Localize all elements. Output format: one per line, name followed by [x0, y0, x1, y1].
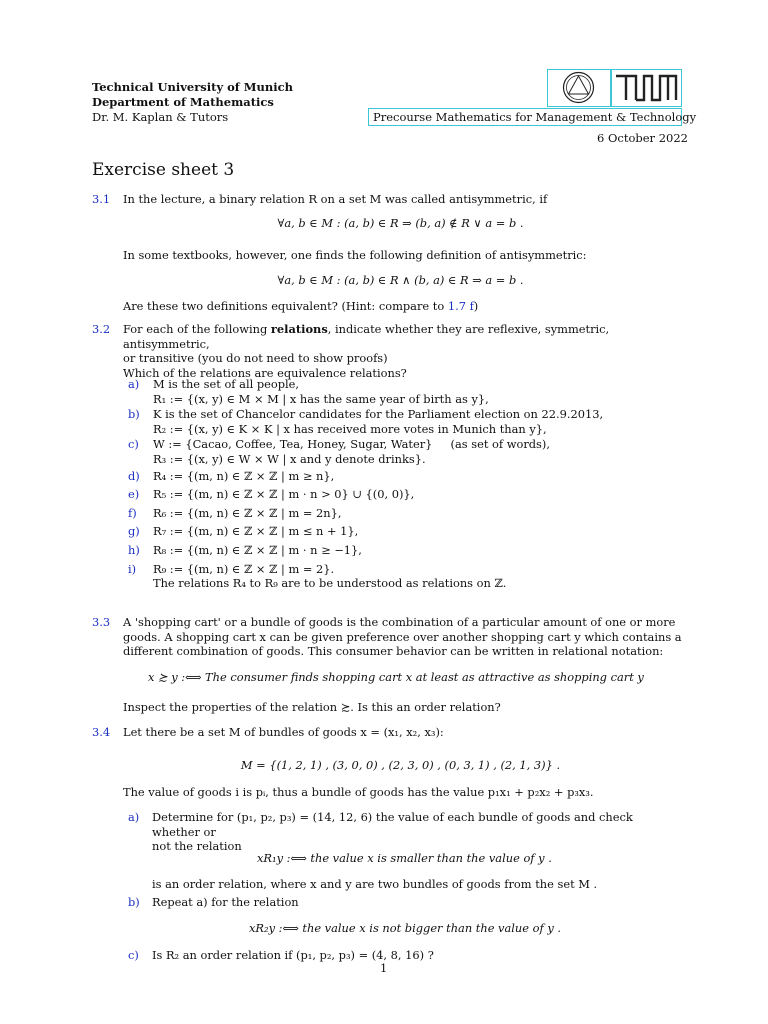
ex33-line2: goods. A shopping cart x can be given preference over another shopping cart y which contains a	[123, 629, 682, 644]
ex32-intro	[123, 322, 683, 380]
ex33-intro	[123, 615, 683, 659]
ex34-a-after: is an order relation, where x and y are two bundles of goods from the set M .	[152, 877, 598, 891]
list-item	[128, 524, 688, 539]
ex34-intro: Let there be a set M of bundles of goods x = (x₁, x₂, x₃):	[123, 725, 444, 739]
ex33-line3: different combination of goods. This consumer behavior can be written in relational notation:	[123, 644, 664, 659]
list-item	[128, 377, 688, 406]
department-name: Department of Mathematics	[92, 95, 274, 109]
exercise-number: 3.3	[92, 615, 111, 629]
exercise-number: 3.1	[92, 192, 111, 206]
exercise-number: 3.4	[92, 725, 111, 739]
ex34-b-formula: xR₂y :⟺ the value x is not bigger than the value of y .	[249, 921, 561, 935]
tum-logo-box	[611, 69, 682, 107]
item-label: c)	[128, 437, 139, 452]
list-item	[128, 407, 688, 436]
ex31-formula1: ∀a, b ∈ M : (a, b) ∈ R ⇒ (b, a) ∉ R ∨ a = b .	[277, 216, 524, 230]
page-number: 1	[380, 961, 388, 975]
item-line: R₄ := {(m, n) ∈ ℤ × ℤ | m ≥ n},	[153, 468, 335, 483]
ex31-intro: In the lecture, a binary relation R on a set M was called antisymmetric, if	[123, 192, 548, 206]
ex34-value-text: The value of goods i is pᵢ, thus a bundle of goods has the value p₁x₁ + p₂x₂ + p₃x₃.	[123, 785, 594, 799]
ex34-set-formula: M = {(1, 2, 1) , (3, 0, 0) , (2, 3, 0) , (0, 3, 1) , (2, 1, 3)} .	[240, 758, 561, 772]
list-item	[128, 469, 688, 484]
item-label: f)	[128, 505, 137, 520]
ex31-question	[123, 299, 478, 314]
ex32-line3: Which of the relations are equivalence relations?	[123, 365, 407, 380]
ex34-a-line1: Determine for (p₁, p₂, p₃) = (14, 12, 6) the value of each bundle of goods and check whether or	[152, 810, 633, 839]
ex33-formula: x ≿ y :⟺ The consumer finds shopping cart x at least as attractive as shopping cart y	[148, 670, 644, 684]
seal-box	[547, 69, 611, 107]
item-label: i)	[128, 561, 137, 576]
item-line: R₇ := {(m, n) ∈ ℤ × ℤ | m ≤ n + 1},	[153, 524, 359, 539]
page-title: Exercise sheet 3	[92, 160, 235, 180]
item-label: b)	[128, 407, 140, 422]
ex32-line1: For each of the following	[123, 322, 271, 336]
sheet-date: 6 October 2022	[597, 131, 688, 145]
exercise-number: 3.2	[92, 322, 111, 336]
ex34-a-text	[152, 810, 682, 854]
course-name: Precourse Mathematics for Management & Technology	[368, 108, 682, 126]
item-label: a)	[128, 377, 140, 391]
ex33-question: Inspect the properties of the relation ≿. Is this an order relation?	[123, 700, 501, 714]
ex32-bold-word: relations	[270, 322, 328, 336]
ex34-c-text: Is R₂ an order relation if (p₁, p₂, p₃) = (4, 8, 16) ?	[152, 948, 434, 962]
list-item	[128, 487, 688, 502]
item-line: R₂ := {(x, y) ∈ K × K | x has received more votes in Munich than y},	[153, 421, 547, 436]
list-item	[128, 543, 688, 558]
item-line: M is the set of all people,	[153, 377, 300, 391]
ex31-question-end: )	[473, 299, 479, 313]
ex32-line2: or transitive (you do not need to show proofs)	[123, 351, 388, 366]
ex34-a-line2: not the relation	[152, 839, 242, 854]
item-label: d)	[128, 468, 140, 483]
item-label: c)	[128, 948, 139, 962]
item-label: g)	[128, 524, 140, 539]
list-item	[128, 562, 688, 591]
item-label: h)	[128, 542, 140, 557]
university-name: Technical University of Munich	[92, 80, 293, 94]
list-item	[128, 506, 688, 521]
ex33-line1: A 'shopping cart' or a bundle of goods is the combination of a particular amount of one or more	[123, 615, 676, 629]
item-line: R₅ := {(m, n) ∈ ℤ × ℤ | m · n > 0} ∪ {(0, 0)},	[153, 487, 415, 502]
item-label: b)	[128, 895, 140, 909]
item-line: K is the set of Chancelor candidates for the Parliament election on 22.9.2013,	[153, 407, 604, 422]
tum-seal-icon	[548, 70, 609, 105]
item-line: R₆ := {(m, n) ∈ ℤ × ℤ | m = 2n},	[153, 505, 342, 520]
authors: Dr. M. Kaplan & Tutors	[92, 110, 229, 124]
ex31-question-text: Are these two definitions equivalent? (Hint: compare to	[123, 299, 448, 313]
tum-logo-icon	[612, 70, 680, 105]
item-line: R₉ := {(m, n) ∈ ℤ × ℤ | m = 2}.	[153, 561, 335, 576]
ex31-middle: In some textbooks, however, one finds the following definition of antisymmetric:	[123, 248, 587, 262]
ex32-list	[128, 377, 688, 591]
header-block	[92, 80, 293, 125]
item-label: a)	[128, 810, 140, 824]
item-line: R₁ := {(x, y) ∈ M × M | x has the same year of birth as y},	[153, 391, 489, 406]
item-line: W := {Cacao, Coffee, Tea, Honey, Sugar, Water} (as set of words),	[153, 437, 550, 452]
item-line: R₈ := {(m, n) ∈ ℤ × ℤ | m · n ≥ −1},	[153, 542, 362, 557]
list-item	[128, 437, 688, 466]
ex32-line1-end: , indicate whether they are reflexive, symmetric, antisymmetric,	[123, 322, 610, 351]
item-line: R₃ := {(x, y) ∈ W × W | x and y denote drinks}.	[153, 451, 426, 466]
ex34-a-formula: xR₁y :⟺ the value x is smaller than the value of y .	[257, 851, 552, 865]
hint-reference-link[interactable]: 1.7 f	[447, 299, 474, 313]
item-line: The relations R₄ to R₉ are to be understood as relations on ℤ.	[153, 576, 507, 591]
ex34-b-text: Repeat a) for the relation	[152, 895, 299, 909]
ex31-formula2: ∀a, b ∈ M : (a, b) ∈ R ∧ (b, a) ∈ R ⇒ a = b .	[277, 273, 524, 287]
item-label: e)	[128, 487, 140, 502]
